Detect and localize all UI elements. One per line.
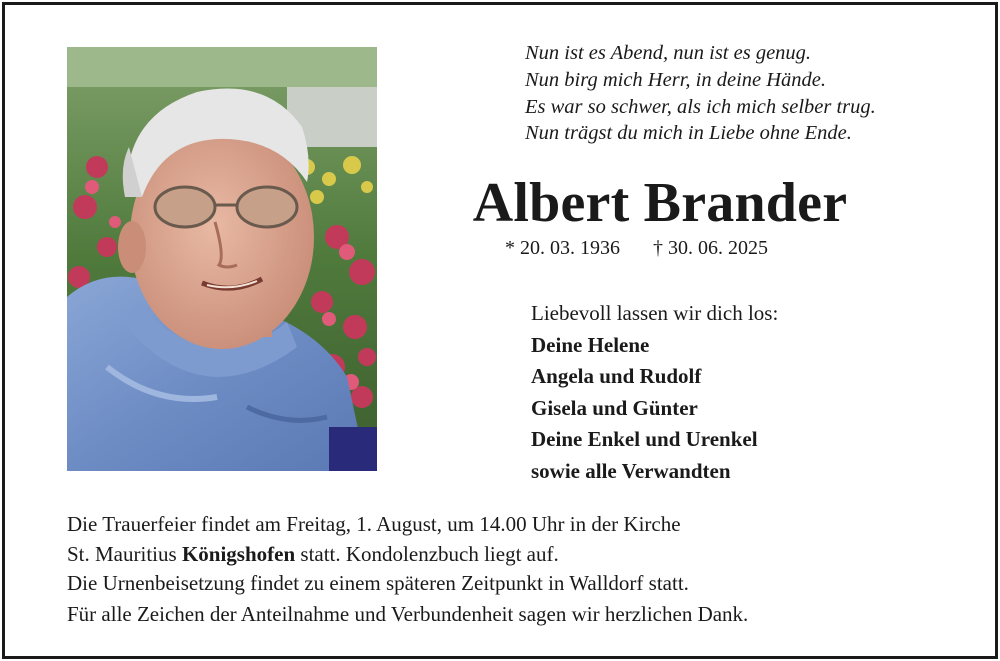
family-block xyxy=(531,298,778,487)
birth-date: * 20. 03. 1936 xyxy=(505,237,620,259)
relative-entry: Deine Enkel und Urenkel xyxy=(531,427,758,451)
portrait-photo xyxy=(67,47,377,471)
relative-entry: sowie alle Verwandten xyxy=(531,458,731,483)
poem-line: Nun trägst du mich in Liebe ohne Ende. xyxy=(525,122,852,145)
portrait-illustration xyxy=(67,47,377,471)
service-line-2 xyxy=(67,540,689,570)
service-line-2-prefix: St. Mauritius xyxy=(67,541,182,566)
relative-entry: Gisela und Günter xyxy=(531,395,698,420)
life-dates xyxy=(505,237,768,260)
service-line-3: Die Urnenbeisetzung findet zu einem späteren Zeitpunkt in Walldorf statt. xyxy=(67,571,689,595)
death-date: † 30. 06. 2025 xyxy=(653,237,768,259)
thanks-line: Für alle Zeichen der Anteilnahme und Verbundenheit sagen wir herzlichen Dank. xyxy=(67,602,749,626)
obituary-notice xyxy=(2,2,998,659)
service-line-1: Die Trauerfeier findet am Freitag, 1. August, um 14.00 Uhr in der Kirche xyxy=(67,512,681,536)
poem-line: Es war so schwer, als ich mich selber trug. xyxy=(525,95,876,118)
relative-entry: Angela und Rudolf xyxy=(531,364,702,388)
deceased-name: Albert Brander xyxy=(472,172,848,234)
relative-entry: Deine Helene xyxy=(531,332,650,357)
service-location: Königshofen xyxy=(181,541,296,566)
poem-line: Nun birg mich Herr, in deine Hände. xyxy=(525,68,827,91)
poem-line: Nun ist es Abend, nun ist es genug. xyxy=(525,42,812,64)
memorial-poem xyxy=(525,40,876,147)
funeral-service-info xyxy=(67,510,689,599)
family-intro: Liebevoll lassen wir dich los: xyxy=(531,301,779,325)
service-line-2-suffix: statt. Kondolenzbuch liegt auf. xyxy=(295,541,559,566)
